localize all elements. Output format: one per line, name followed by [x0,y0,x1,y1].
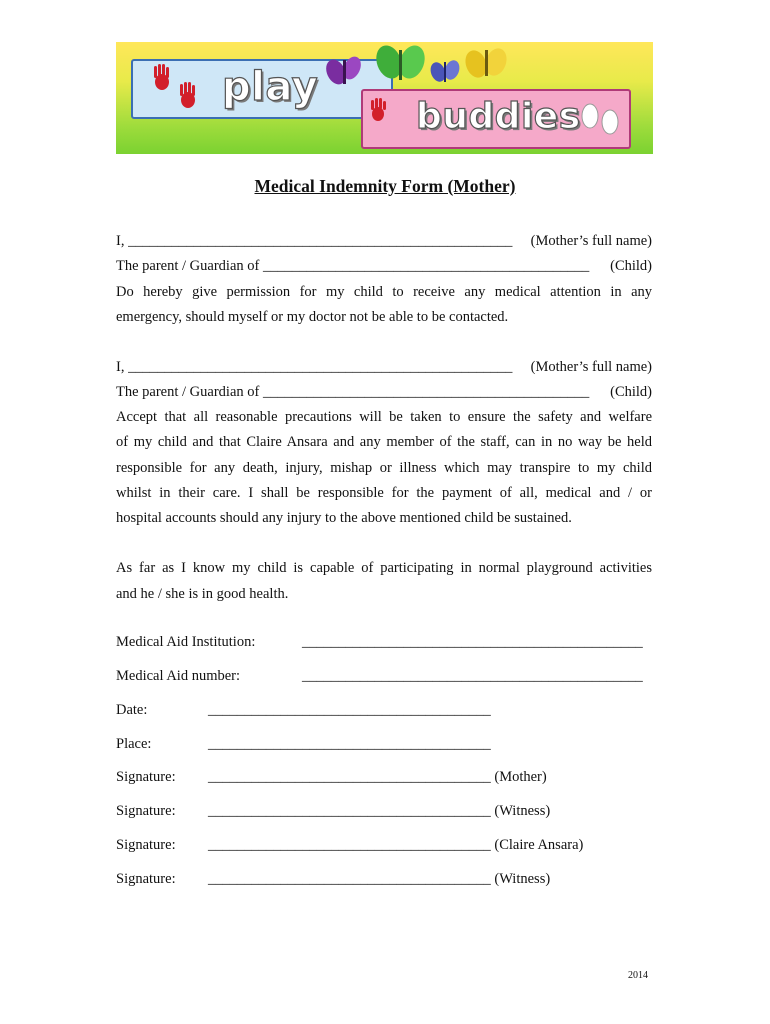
indemnity-text: whilst in their care. I shall be responsible for the payment of all, medical and / or [116,485,652,501]
footer-year: 2014 [628,970,648,981]
child-name-blank[interactable]: The parent / Guardian of _____________________________________________ [116,384,590,400]
witness-signature-field[interactable]: _______________________________________ (Witness) [208,803,551,819]
child-name-caption: (Child) [610,384,652,400]
form-title: Medical Indemnity Form (Mother) [254,176,516,196]
indemnity-text: responsible for any death, injury, mishap or illness which may transpire to my child [116,460,652,476]
play-buddies-banner [116,42,653,154]
mother-name-caption: (Mother’s full name) [530,233,652,249]
signature-label: Signature: [116,837,176,853]
health-text: As far as I know my child is capable of participating in normal playground activities [116,560,652,576]
butterfly-icon-yellow [462,45,510,80]
mother-name-blank[interactable]: I, _____________________________________________________ [116,233,513,249]
mother-signature-field[interactable]: _______________________________________ (Mother) [208,769,547,785]
logo-word-play: play [222,64,319,110]
date-label: Date: [116,702,148,718]
medical-aid-number-label: Medical Aid number: [116,668,241,684]
place-label: Place: [116,736,152,752]
child-name-blank[interactable]: The parent / Guardian of _____________________________________________ [116,258,590,274]
medical-aid-institution-label: Medical Aid Institution: [116,634,256,650]
child-name-caption: (Child) [610,258,652,274]
signature-label: Signature: [116,769,176,785]
medical-aid-number-field[interactable]: _______________________________________________ [302,668,643,684]
indemnity-text: Accept that all reasonable precautions will be taken to ensure the safety and welfare [116,409,652,425]
claire-ansara-signature-field[interactable]: _______________________________________ (Claire Ansara) [208,837,584,853]
medical-aid-institution-field[interactable]: _______________________________________________ [302,634,643,650]
logo-word-buddies: buddies [416,96,581,137]
indemnity-text: of my child and that Claire Ansara and any member of the staff, can in no way be held [116,434,652,450]
mother-name-blank[interactable]: I, _____________________________________________________ [116,359,513,375]
mother-name-line-2 [116,358,652,376]
health-text: and he / she is in good health. [116,586,289,602]
place-field[interactable]: _______________________________________ [208,736,491,752]
mother-name-caption: (Mother’s full name) [530,359,652,375]
permission-text: emergency, should myself or my doctor not be able to be contacted. [116,309,509,325]
indemnity-text: hospital accounts should any injury to the above mentioned child be sustained. [116,510,572,526]
signature-label: Signature: [116,803,176,819]
signature-label: Signature: [116,871,176,887]
witness-signature-field[interactable]: _______________________________________ (Witness) [208,871,551,887]
butterfly-icon-blue [428,58,462,84]
child-name-line-1 [116,257,652,275]
mother-name-line-1 [116,232,652,250]
date-field[interactable]: _______________________________________ [208,702,491,718]
permission-text: Do hereby give permission for my child to receive any medical attention in any [116,284,652,300]
child-name-line-2 [116,383,652,401]
